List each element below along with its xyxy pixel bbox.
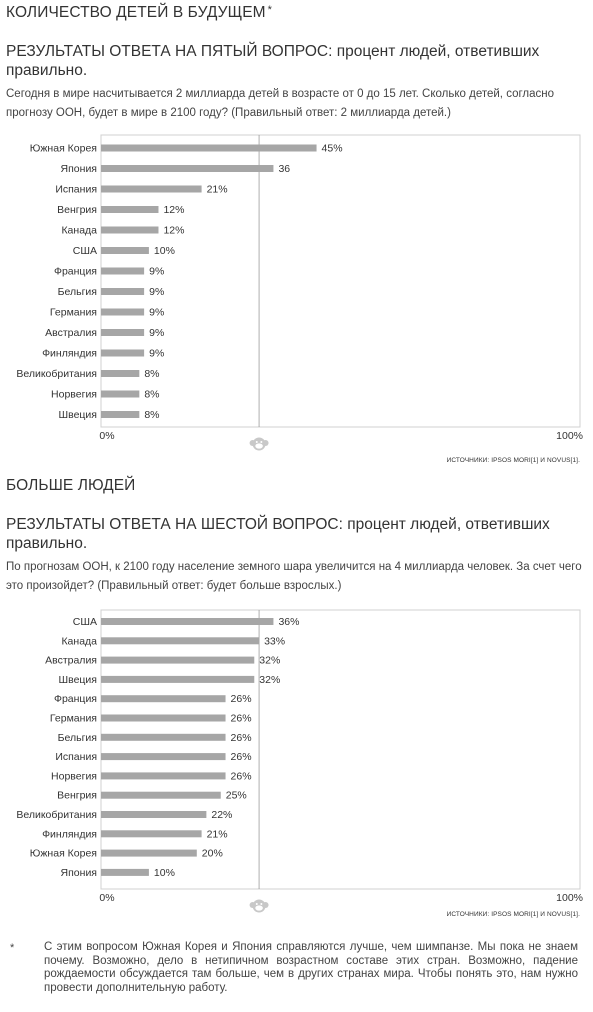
question5-chart bbox=[0, 130, 593, 475]
section1-title: КОЛИЧЕСТВО ДЕТЕЙ В БУДУЩЕМ * bbox=[6, 4, 273, 21]
value-label: 9% bbox=[149, 327, 165, 339]
bar bbox=[101, 186, 202, 193]
value-label: 25% bbox=[225, 789, 247, 802]
bar bbox=[101, 637, 259, 644]
question6-chart-svg bbox=[0, 605, 593, 915]
bar bbox=[101, 772, 226, 779]
category-label: Южная Корея bbox=[29, 142, 97, 155]
value-label: 8% bbox=[144, 368, 160, 380]
category-label: Финляндия bbox=[42, 828, 97, 841]
category-label: Швеция bbox=[58, 409, 97, 421]
value-label: 8% bbox=[144, 388, 160, 401]
category-label: Франция bbox=[53, 693, 97, 706]
category-label: Финляндия bbox=[42, 347, 97, 360]
value-label: 22% bbox=[211, 809, 233, 821]
value-label: 10% bbox=[153, 245, 175, 257]
chimpanzee-icon bbox=[250, 438, 269, 451]
category-label: Великобритания bbox=[16, 809, 97, 821]
value-label: 8% bbox=[144, 409, 160, 421]
category-label: Япония bbox=[60, 866, 97, 879]
bar bbox=[101, 247, 149, 254]
category-label: Бельгия bbox=[57, 731, 97, 744]
category-label: Великобритания bbox=[16, 368, 97, 380]
category-label: Южная Корея bbox=[29, 847, 97, 860]
category-label: Норвегия bbox=[51, 388, 97, 401]
bar bbox=[101, 288, 144, 295]
bar bbox=[101, 350, 144, 357]
chart-frame bbox=[101, 135, 580, 427]
bar bbox=[101, 753, 226, 760]
value-label: 12% bbox=[163, 224, 185, 237]
bar bbox=[101, 309, 144, 316]
value-label: 26% bbox=[230, 731, 252, 744]
value-label: 36 bbox=[278, 163, 291, 175]
bar bbox=[101, 657, 254, 664]
value-label: 21% bbox=[206, 183, 228, 196]
category-label: Испания bbox=[55, 183, 97, 196]
question5-source: ИСТОЧНИКИ: IPSOS MORI[1] И NOVUS[1]. bbox=[446, 457, 580, 464]
category-label: Австралия bbox=[45, 327, 97, 339]
category-label: Венгрия bbox=[57, 204, 97, 216]
category-label: Германия bbox=[49, 306, 97, 319]
category-label: Франция bbox=[53, 265, 97, 278]
value-label: 33% bbox=[264, 635, 286, 648]
bar bbox=[101, 850, 197, 857]
value-label: 9% bbox=[149, 265, 165, 278]
question6-chart bbox=[0, 605, 593, 915]
category-label: Канада bbox=[61, 635, 97, 648]
bar bbox=[101, 811, 206, 818]
tick-label: 100% bbox=[556, 892, 583, 904]
category-label: Австралия bbox=[45, 654, 97, 667]
value-label: 26% bbox=[230, 770, 252, 783]
bar bbox=[101, 695, 226, 702]
category-label: Япония bbox=[60, 163, 97, 175]
value-label: 26% bbox=[230, 693, 252, 706]
category-label: США bbox=[72, 616, 97, 628]
chimpanzee-icon bbox=[250, 900, 269, 913]
value-label: 21% bbox=[206, 828, 228, 841]
tick-label: 0% bbox=[99, 430, 115, 442]
question6-title: РЕЗУЛЬТАТЫ ОТВЕТА НА ШЕСТОЙ ВОПРОС: процент людей, ответивших правильно. bbox=[6, 516, 550, 552]
tick-label: 100% bbox=[556, 430, 583, 442]
section2-title: БОЛЬШЕ ЛЮДЕЙ bbox=[6, 477, 136, 494]
question5-title: РЕЗУЛЬТАТЫ ОТВЕТА НА ПЯТЫЙ ВОПРОС: процент людей, ответивших правильно. bbox=[6, 43, 540, 79]
value-label: 36% bbox=[278, 616, 300, 628]
value-label: 45% bbox=[321, 142, 343, 155]
bar bbox=[101, 830, 202, 837]
chart-frame bbox=[101, 610, 580, 889]
category-label: Швеция bbox=[58, 673, 97, 686]
value-label: 9% bbox=[149, 306, 165, 319]
question6-text: По прогнозам ООН, к 2100 году население земного шара увеличится на 4 миллиарда человек. За счет чего это произойдет? (Правильный ответ: будет больше взрослых.) bbox=[6, 561, 582, 592]
bar bbox=[101, 734, 226, 741]
value-label: 32% bbox=[259, 654, 281, 667]
question6-source: ИСТОЧНИКИ: IPSOS MORI[1] И NOVUS[1]. bbox=[446, 911, 580, 918]
footnote-asterisk: * bbox=[267, 4, 273, 16]
value-label: 9% bbox=[149, 347, 165, 360]
bar bbox=[101, 676, 254, 683]
value-label: 26% bbox=[230, 712, 252, 725]
value-label: 20% bbox=[201, 847, 223, 860]
category-label: США bbox=[72, 245, 97, 257]
bar bbox=[101, 268, 144, 275]
bar bbox=[101, 227, 158, 234]
value-label: 9% bbox=[149, 286, 165, 298]
bar bbox=[101, 715, 226, 722]
category-label: Бельгия bbox=[57, 286, 97, 298]
bar bbox=[101, 391, 139, 398]
footnote-text: С этим вопросом Южная Корея и Япония справляются лучше, чем шимпанзе. Мы пока не знаем почему. Возможно, дело в нетипичном возрастном составе этих стран. Возможно, падение рождаемости обсуждается там больше, чем в других странах мира. Чтобы понять это, нам нужно провести дополнительную работу. bbox=[44, 941, 578, 994]
category-label: Канада bbox=[61, 224, 97, 237]
category-label: Норвегия bbox=[51, 770, 97, 783]
bar bbox=[101, 206, 158, 213]
question5-text: Сегодня в мире насчитывается 2 миллиарда детей в возрасте от 0 до 15 лет. Сколько детей, согласно прогнозу ООН, будет в мире в 2100 году? (Правильный ответ: 2 миллиарда детей.) bbox=[6, 88, 555, 119]
question5-chart-svg bbox=[0, 130, 593, 475]
value-label: 12% bbox=[163, 204, 185, 216]
bar bbox=[101, 370, 139, 377]
bar bbox=[101, 329, 144, 336]
value-label: 10% bbox=[153, 866, 175, 879]
bar bbox=[101, 869, 149, 876]
bar bbox=[101, 792, 221, 799]
tick-label: 0% bbox=[99, 892, 115, 904]
category-label: Испания bbox=[55, 751, 97, 764]
category-label: Германия bbox=[49, 712, 97, 725]
value-label: 26% bbox=[230, 751, 252, 764]
footnote-marker: * bbox=[10, 942, 15, 954]
bar bbox=[101, 145, 317, 152]
bar bbox=[101, 411, 139, 418]
bar bbox=[101, 618, 273, 625]
value-label: 32% bbox=[259, 673, 281, 686]
bar bbox=[101, 165, 273, 172]
category-label: Венгрия bbox=[57, 789, 97, 802]
